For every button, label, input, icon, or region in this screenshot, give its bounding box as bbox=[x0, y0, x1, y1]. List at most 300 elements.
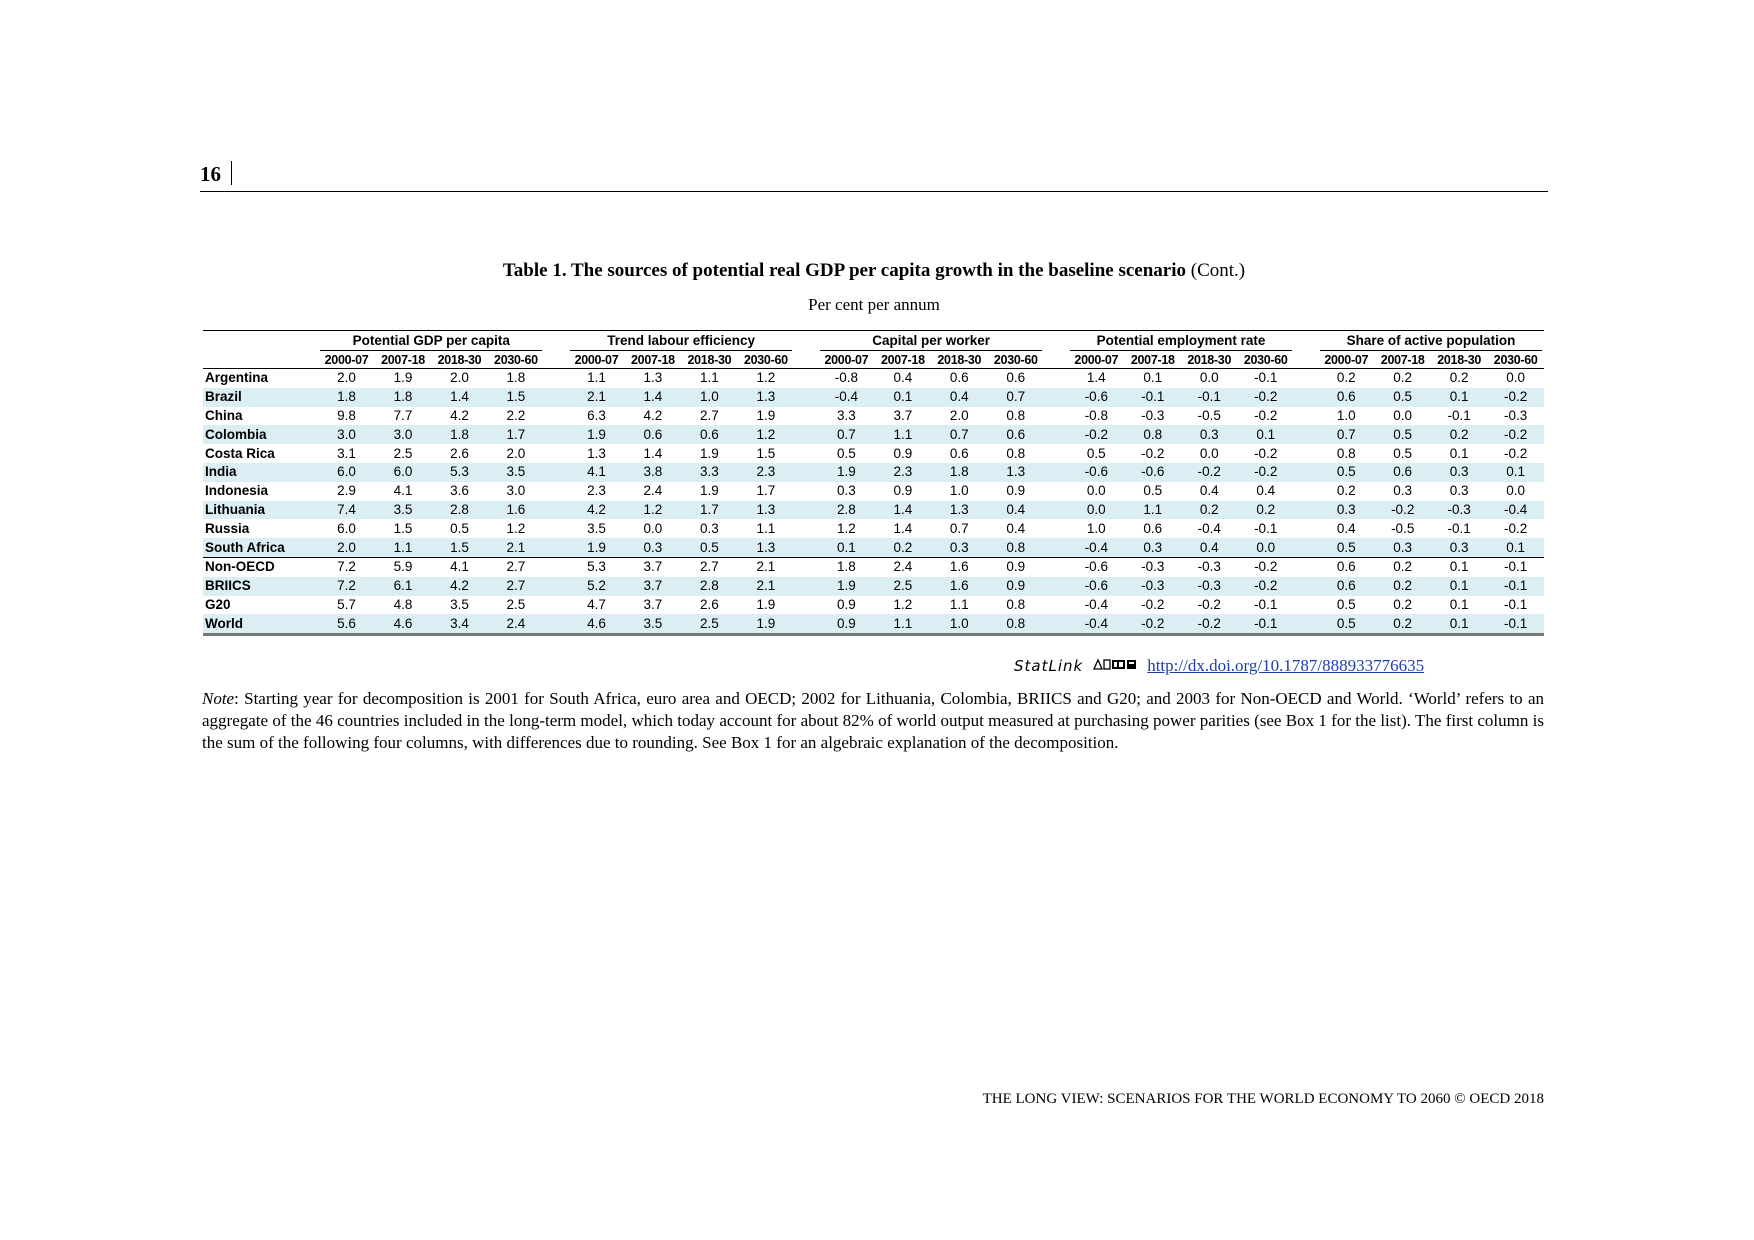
table-gap-cell bbox=[1044, 538, 1068, 557]
table-cell: 0.5 bbox=[1318, 538, 1374, 557]
table-gap-cell bbox=[544, 577, 568, 596]
table-cell: 2.1 bbox=[488, 538, 545, 557]
table-header-gap bbox=[794, 331, 818, 352]
table-cell: 0.3 bbox=[1393, 483, 1413, 499]
table-gap-cell bbox=[1044, 614, 1068, 634]
table-cell: -0.2 bbox=[1504, 520, 1528, 536]
table-cell: 0.6 bbox=[949, 445, 969, 461]
table-cell: 0.3 bbox=[625, 538, 681, 557]
table-row bbox=[203, 614, 1544, 634]
table-cell: 1.0 bbox=[681, 388, 737, 407]
table-cell: -0.1 bbox=[1487, 614, 1544, 634]
table-cell: -0.1 bbox=[1487, 577, 1544, 596]
table-header-gap bbox=[1294, 331, 1318, 352]
table-cell: 1.5 bbox=[431, 538, 487, 557]
table-cell: -0.3 bbox=[1181, 557, 1237, 576]
table-cell: 5.7 bbox=[337, 596, 356, 612]
table-cell: 0.3 bbox=[1449, 483, 1469, 499]
table-cell: 2.1 bbox=[568, 388, 624, 407]
table-cell: 0.3 bbox=[1125, 538, 1181, 557]
table-cell: 6.0 bbox=[375, 463, 431, 482]
table-gap-cell bbox=[794, 388, 818, 407]
table-cell: 0.6 bbox=[1374, 463, 1430, 482]
table-cell: 1.2 bbox=[837, 520, 856, 536]
table-group-header-label: Capital per worker bbox=[820, 332, 1042, 351]
table-cell: -0.1 bbox=[1254, 596, 1278, 612]
table-cell: 1.7 bbox=[488, 425, 545, 444]
table-cell: 0.0 bbox=[1199, 370, 1219, 386]
table-cell: 1.8 bbox=[318, 388, 374, 407]
table-year-header: 2007-18 bbox=[625, 351, 681, 369]
table-cell: 0.4 bbox=[988, 501, 1045, 520]
table-cell: 2.7 bbox=[488, 557, 545, 576]
table-row bbox=[203, 519, 1544, 538]
table-gap-cell bbox=[544, 596, 568, 615]
table-cell: 1.1 bbox=[1125, 501, 1181, 520]
table-year-header: 2007-18 bbox=[375, 351, 431, 369]
table-gap-cell bbox=[794, 407, 818, 426]
table-cell: 0.2 bbox=[1181, 501, 1237, 520]
table-cell: 0.9 bbox=[1006, 483, 1026, 499]
table-cell: 4.6 bbox=[568, 614, 624, 634]
statlink bbox=[1014, 654, 1424, 678]
table-gap-cell bbox=[794, 482, 818, 501]
table-gap-cell bbox=[794, 596, 818, 615]
table-year-header: 2000-07 bbox=[1318, 351, 1374, 369]
table-group-header-label: Potential GDP per capita bbox=[320, 332, 542, 351]
table-cell: 0.8 bbox=[1006, 407, 1026, 423]
table-year-header: 2030-60 bbox=[738, 351, 795, 369]
table-cell: 5.3 bbox=[568, 557, 624, 576]
row-label: Indonesia bbox=[205, 483, 269, 499]
table-cell: 0.6 bbox=[1318, 557, 1374, 576]
table-year-header: 2030-60 bbox=[488, 351, 545, 369]
table-cell: -0.6 bbox=[1068, 577, 1124, 596]
table-header-gap bbox=[544, 351, 568, 369]
table-cell: -0.4 bbox=[1068, 614, 1124, 634]
table-cell: 0.5 bbox=[1393, 445, 1413, 461]
table-cell: 0.3 bbox=[837, 483, 856, 499]
table-cell: 2.5 bbox=[506, 596, 526, 612]
table-cell: 2.6 bbox=[450, 445, 469, 461]
table-gap-cell bbox=[1044, 519, 1068, 538]
table-cell: 0.1 bbox=[1449, 445, 1469, 461]
table-cell: 1.6 bbox=[931, 577, 987, 596]
table-year-header: 2030-60 bbox=[988, 351, 1045, 369]
table-gap-cell bbox=[1294, 388, 1318, 407]
row-label: Russia bbox=[205, 520, 250, 536]
table-cell: -0.6 bbox=[1068, 463, 1124, 482]
table-cell: 0.8 bbox=[1006, 596, 1026, 612]
table-cell: 6.3 bbox=[587, 407, 606, 423]
table-cell: -0.2 bbox=[1504, 445, 1528, 461]
row-label: Argentina bbox=[205, 370, 269, 386]
table-cell: 2.0 bbox=[506, 445, 526, 461]
table-cell: 0.4 bbox=[1199, 483, 1219, 499]
table-group-header-label: Share of active population bbox=[1320, 332, 1542, 351]
table-row bbox=[203, 407, 1544, 426]
table-cell: 0.1 bbox=[1449, 596, 1469, 612]
table-cell: -0.1 bbox=[1237, 614, 1294, 634]
table-group-header bbox=[1318, 331, 1544, 352]
table-gap-cell bbox=[544, 557, 568, 576]
table-row bbox=[203, 557, 1544, 576]
table-cell: 2.9 bbox=[337, 483, 356, 499]
table-row bbox=[203, 501, 1544, 520]
table-cell: 7.2 bbox=[318, 577, 374, 596]
table-cell: 0.6 bbox=[1318, 388, 1374, 407]
table-cell: -0.1 bbox=[1487, 557, 1544, 576]
table-cell: 1.1 bbox=[699, 370, 719, 386]
table-gap-cell bbox=[794, 425, 818, 444]
table-cell: 0.9 bbox=[893, 483, 913, 499]
table-cell: 1.6 bbox=[488, 501, 545, 520]
row-label: Colombia bbox=[203, 425, 318, 444]
table-cell: 0.3 bbox=[699, 520, 719, 536]
table-cell: 1.2 bbox=[738, 425, 795, 444]
table-cell: 0.6 bbox=[1318, 577, 1374, 596]
table-cell: -0.4 bbox=[1487, 501, 1544, 520]
table-cell: 1.4 bbox=[1086, 370, 1106, 386]
table-cell: 5.6 bbox=[318, 614, 374, 634]
table-cell: 0.3 bbox=[1318, 501, 1374, 520]
table-header-blank bbox=[203, 351, 318, 369]
table-gap-cell bbox=[544, 501, 568, 520]
table-cell: 1.3 bbox=[988, 463, 1045, 482]
row-label: Non-OECD bbox=[203, 557, 318, 576]
table-cell: -0.3 bbox=[1125, 577, 1181, 596]
table-cell: 4.8 bbox=[393, 596, 413, 612]
table-cell: -0.4 bbox=[1068, 538, 1124, 557]
table-cell: 0.4 bbox=[1181, 538, 1237, 557]
table-cell: 1.0 bbox=[931, 614, 987, 634]
table-cell: 7.2 bbox=[318, 557, 374, 576]
table-cell: 3.5 bbox=[375, 501, 431, 520]
table-gap-cell bbox=[544, 519, 568, 538]
table-cell: 1.3 bbox=[587, 445, 606, 461]
table-cell: 0.6 bbox=[1143, 520, 1163, 536]
table-cell: 0.9 bbox=[837, 596, 856, 612]
table-cell: 1.1 bbox=[875, 425, 931, 444]
table-cell: 0.8 bbox=[1006, 445, 1026, 461]
table-cell: 0.4 bbox=[1006, 520, 1026, 536]
table-cell: 0.0 bbox=[1506, 370, 1526, 386]
table-cell: 0.2 bbox=[875, 538, 931, 557]
table-cell: 0.3 bbox=[1431, 538, 1487, 557]
table-group-header-label: Trend labour efficiency bbox=[570, 332, 792, 351]
table-cell: 0.2 bbox=[1336, 370, 1356, 386]
table-cell: 2.0 bbox=[337, 370, 356, 386]
table-cell: 6.0 bbox=[337, 520, 356, 536]
table-cell: 1.9 bbox=[756, 407, 776, 423]
table-cell: 0.1 bbox=[1487, 463, 1544, 482]
table-cell: 2.5 bbox=[393, 445, 413, 461]
table-cell: 2.4 bbox=[488, 614, 545, 634]
table-year-header: 2018-30 bbox=[1181, 351, 1237, 369]
table-gap-cell bbox=[794, 501, 818, 520]
table-gap-cell bbox=[1294, 482, 1318, 501]
table-group-header bbox=[568, 331, 794, 352]
table-gap-cell bbox=[544, 369, 568, 388]
table-gap-cell bbox=[794, 577, 818, 596]
table-cell: 4.6 bbox=[375, 614, 431, 634]
table-cell: -0.2 bbox=[1237, 463, 1294, 482]
table-cell: 1.5 bbox=[488, 388, 545, 407]
table-year-header: 2000-07 bbox=[568, 351, 624, 369]
table-cell: 0.7 bbox=[1318, 425, 1374, 444]
row-label: Lithuania bbox=[203, 501, 318, 520]
table-cell: 7.4 bbox=[318, 501, 374, 520]
table-cell: 0.9 bbox=[818, 614, 874, 634]
table-cell: 3.3 bbox=[681, 463, 737, 482]
table-cell: 2.8 bbox=[431, 501, 487, 520]
table-cell: 2.5 bbox=[875, 577, 931, 596]
table-cell: 3.0 bbox=[318, 425, 374, 444]
row-label: Costa Rica bbox=[205, 445, 275, 461]
table-cell: 1.2 bbox=[756, 370, 776, 386]
table-cell: 1.4 bbox=[625, 388, 681, 407]
table-row bbox=[203, 596, 1544, 615]
table-gap-cell bbox=[1294, 614, 1318, 634]
table-cell: 0.0 bbox=[643, 520, 663, 536]
table-cell: 1.3 bbox=[738, 501, 795, 520]
table-cell: 0.1 bbox=[1431, 577, 1487, 596]
table-cell: 0.9 bbox=[893, 445, 913, 461]
table-cell: 2.7 bbox=[488, 577, 545, 596]
table-gap-cell bbox=[544, 425, 568, 444]
table-cell: 0.0 bbox=[1068, 501, 1124, 520]
table-cell: 0.5 bbox=[450, 520, 469, 536]
table-cell: 1.8 bbox=[431, 425, 487, 444]
table-cell: 1.0 bbox=[1336, 407, 1356, 423]
table-cell: 0.2 bbox=[1374, 577, 1430, 596]
table-cell: 3.7 bbox=[625, 557, 681, 576]
table-cell: 1.4 bbox=[431, 388, 487, 407]
table-cell: 0.2 bbox=[1374, 557, 1430, 576]
page-header bbox=[200, 160, 1548, 192]
table-group-header-row bbox=[203, 331, 1544, 352]
table-gap-cell bbox=[544, 482, 568, 501]
table-gap-cell bbox=[1044, 482, 1068, 501]
table-year-header: 2030-60 bbox=[1487, 351, 1544, 369]
table-cell: 3.4 bbox=[431, 614, 487, 634]
row-label: Brazil bbox=[203, 388, 318, 407]
table-cell: 1.1 bbox=[375, 538, 431, 557]
page-footer: THE LONG VIEW: SCENARIOS FOR THE WORLD ECONOMY TO 2060 © OECD 2018 bbox=[982, 1091, 1544, 1107]
table-gap-cell bbox=[544, 407, 568, 426]
table-cell: -0.2 bbox=[1197, 596, 1221, 612]
table-row bbox=[203, 369, 1544, 388]
table-gap-cell bbox=[1294, 577, 1318, 596]
table-group-header bbox=[1068, 331, 1294, 352]
table-cell: 2.4 bbox=[875, 557, 931, 576]
row-label: South Africa bbox=[203, 538, 318, 557]
table-cell: -0.2 bbox=[1487, 425, 1544, 444]
table-gap-cell bbox=[1044, 577, 1068, 596]
table-cell: 0.8 bbox=[988, 538, 1045, 557]
table-cell: 0.2 bbox=[1336, 483, 1356, 499]
table-cell: 1.9 bbox=[568, 538, 624, 557]
table-gap-cell bbox=[1044, 425, 1068, 444]
table-cell: 1.1 bbox=[756, 520, 776, 536]
table-cell: 4.2 bbox=[431, 577, 487, 596]
table-cell: 0.7 bbox=[931, 425, 987, 444]
table-cell: -0.3 bbox=[1141, 407, 1165, 423]
table-cell: -0.1 bbox=[1504, 596, 1528, 612]
table-header-gap bbox=[544, 331, 568, 352]
table-cell: -0.2 bbox=[1237, 557, 1294, 576]
table-cell: 0.1 bbox=[1143, 370, 1163, 386]
table-gap-cell bbox=[794, 369, 818, 388]
table-gap-cell bbox=[794, 557, 818, 576]
table-gap-cell bbox=[1294, 444, 1318, 463]
table-cell: 0.5 bbox=[1086, 445, 1106, 461]
table-gap-cell bbox=[1294, 463, 1318, 482]
row-label: G20 bbox=[205, 596, 231, 612]
table-cell: -0.2 bbox=[1374, 501, 1430, 520]
table-cell: -0.5 bbox=[1391, 520, 1415, 536]
table-cell: 2.1 bbox=[738, 577, 795, 596]
table-cell: 0.9 bbox=[988, 577, 1045, 596]
table-cell: 4.7 bbox=[587, 596, 606, 612]
table-cell: 1.8 bbox=[506, 370, 526, 386]
table-cell: 1.3 bbox=[931, 501, 987, 520]
table-cell: 3.0 bbox=[375, 425, 431, 444]
table-cell: 1.5 bbox=[756, 445, 776, 461]
table-cell: 0.3 bbox=[1374, 538, 1430, 557]
table-cell: 2.7 bbox=[699, 407, 719, 423]
table-cell: -0.2 bbox=[1487, 388, 1544, 407]
table-gap-cell bbox=[1044, 407, 1068, 426]
table-cell: 0.6 bbox=[1006, 370, 1026, 386]
table-year-header: 2018-30 bbox=[931, 351, 987, 369]
table-cell: -0.2 bbox=[1125, 614, 1181, 634]
table-gap-cell bbox=[794, 444, 818, 463]
table-gap-cell bbox=[1044, 369, 1068, 388]
table-cell: 5.2 bbox=[568, 577, 624, 596]
table-cell: 6.0 bbox=[318, 463, 374, 482]
table-cell: 1.0 bbox=[1086, 520, 1106, 536]
table-cell: 7.7 bbox=[393, 407, 413, 423]
table-cell: 1.3 bbox=[738, 538, 795, 557]
table-cell: 0.6 bbox=[988, 425, 1045, 444]
table-row bbox=[203, 425, 1544, 444]
row-label: India bbox=[203, 463, 318, 482]
table-cell: 9.8 bbox=[337, 407, 356, 423]
table-cell: -0.1 bbox=[1447, 520, 1471, 536]
table-cell: 2.0 bbox=[949, 407, 969, 423]
table-cell: 3.6 bbox=[450, 483, 469, 499]
table-cell: -0.4 bbox=[818, 388, 874, 407]
table-cell: -0.1 bbox=[1254, 520, 1278, 536]
table-cell: 0.4 bbox=[1256, 483, 1276, 499]
table-cell: 5.3 bbox=[431, 463, 487, 482]
table-cell: 4.2 bbox=[450, 407, 469, 423]
table-cell: 4.1 bbox=[431, 557, 487, 576]
table-cell: 0.7 bbox=[949, 520, 969, 536]
data-table-container bbox=[203, 330, 1544, 636]
table-cell: 2.3 bbox=[587, 483, 606, 499]
table-cell: -0.6 bbox=[1068, 557, 1124, 576]
table-cell: 1.9 bbox=[393, 370, 413, 386]
table-title-suffix: (Cont.) bbox=[1190, 260, 1246, 281]
table-cell: 0.1 bbox=[818, 538, 874, 557]
table-cell: -0.2 bbox=[1181, 463, 1237, 482]
table-cell: 0.4 bbox=[893, 370, 913, 386]
table-row bbox=[203, 388, 1544, 407]
table-gap-cell bbox=[544, 388, 568, 407]
table-cell: 0.8 bbox=[1125, 425, 1181, 444]
table-header-gap bbox=[794, 351, 818, 369]
table-cell: 0.5 bbox=[837, 445, 856, 461]
table-year-header: 2007-18 bbox=[1374, 351, 1430, 369]
table-cell: 0.1 bbox=[1487, 538, 1544, 557]
table-title-main: Table 1. The sources of potential real GDP per capita growth in the baseline scenario bbox=[502, 260, 1187, 281]
row-label: BRIICS bbox=[203, 577, 318, 596]
table-cell: 1.4 bbox=[643, 445, 663, 461]
table-cell: 2.7 bbox=[681, 557, 737, 576]
table-years-header-row bbox=[203, 351, 1544, 369]
row-label: World bbox=[203, 614, 318, 634]
table-cell: 0.2 bbox=[1449, 370, 1469, 386]
table-cell: 0.1 bbox=[1431, 557, 1487, 576]
table-gap-cell bbox=[1294, 538, 1318, 557]
table-gap-cell bbox=[544, 614, 568, 634]
table-note bbox=[202, 688, 1544, 754]
table-cell: 3.1 bbox=[337, 445, 356, 461]
table-cell: 0.1 bbox=[875, 388, 931, 407]
statlink-logo-icon bbox=[1093, 657, 1137, 676]
table-gap-cell bbox=[794, 463, 818, 482]
table-cell: 0.0 bbox=[1199, 445, 1219, 461]
table-cell: 5.9 bbox=[375, 557, 431, 576]
table-cell: 0.5 bbox=[1336, 596, 1356, 612]
table-gap-cell bbox=[544, 463, 568, 482]
table-cell: 2.0 bbox=[450, 370, 469, 386]
table-body bbox=[203, 369, 1544, 635]
table-cell: -0.8 bbox=[1084, 407, 1108, 423]
table-cell: 1.2 bbox=[893, 596, 913, 612]
table-gap-cell bbox=[1294, 596, 1318, 615]
table-gap-cell bbox=[1294, 519, 1318, 538]
table-cell: -0.2 bbox=[1237, 577, 1294, 596]
table-cell: 0.5 bbox=[1374, 425, 1430, 444]
table-cell: 2.8 bbox=[681, 577, 737, 596]
table-cell: 3.3 bbox=[837, 407, 856, 423]
table-gap-cell bbox=[1044, 557, 1068, 576]
table-cell: 3.5 bbox=[587, 520, 606, 536]
table-row bbox=[203, 444, 1544, 463]
table-cell: 1.9 bbox=[738, 614, 795, 634]
table-cell: 0.3 bbox=[1181, 425, 1237, 444]
table-cell: 2.5 bbox=[681, 614, 737, 634]
table-year-header: 2018-30 bbox=[681, 351, 737, 369]
table-cell: 3.7 bbox=[643, 596, 663, 612]
table-cell: 0.5 bbox=[1318, 463, 1374, 482]
table-cell: 2.3 bbox=[875, 463, 931, 482]
table-cell: 1.6 bbox=[931, 557, 987, 576]
table-cell: 1.1 bbox=[875, 614, 931, 634]
table-cell: 0.0 bbox=[1086, 483, 1106, 499]
table-cell: 2.6 bbox=[699, 596, 719, 612]
statlink-url-link[interactable]: http://dx.doi.org/10.1787/888933776635 bbox=[1147, 656, 1425, 675]
table-cell: 3.7 bbox=[893, 407, 913, 423]
table-cell: -0.1 bbox=[1125, 388, 1181, 407]
table-cell: 1.4 bbox=[875, 501, 931, 520]
table-cell: -0.2 bbox=[1141, 596, 1165, 612]
table-cell: 2.8 bbox=[818, 501, 874, 520]
table-gap-cell bbox=[1044, 388, 1068, 407]
